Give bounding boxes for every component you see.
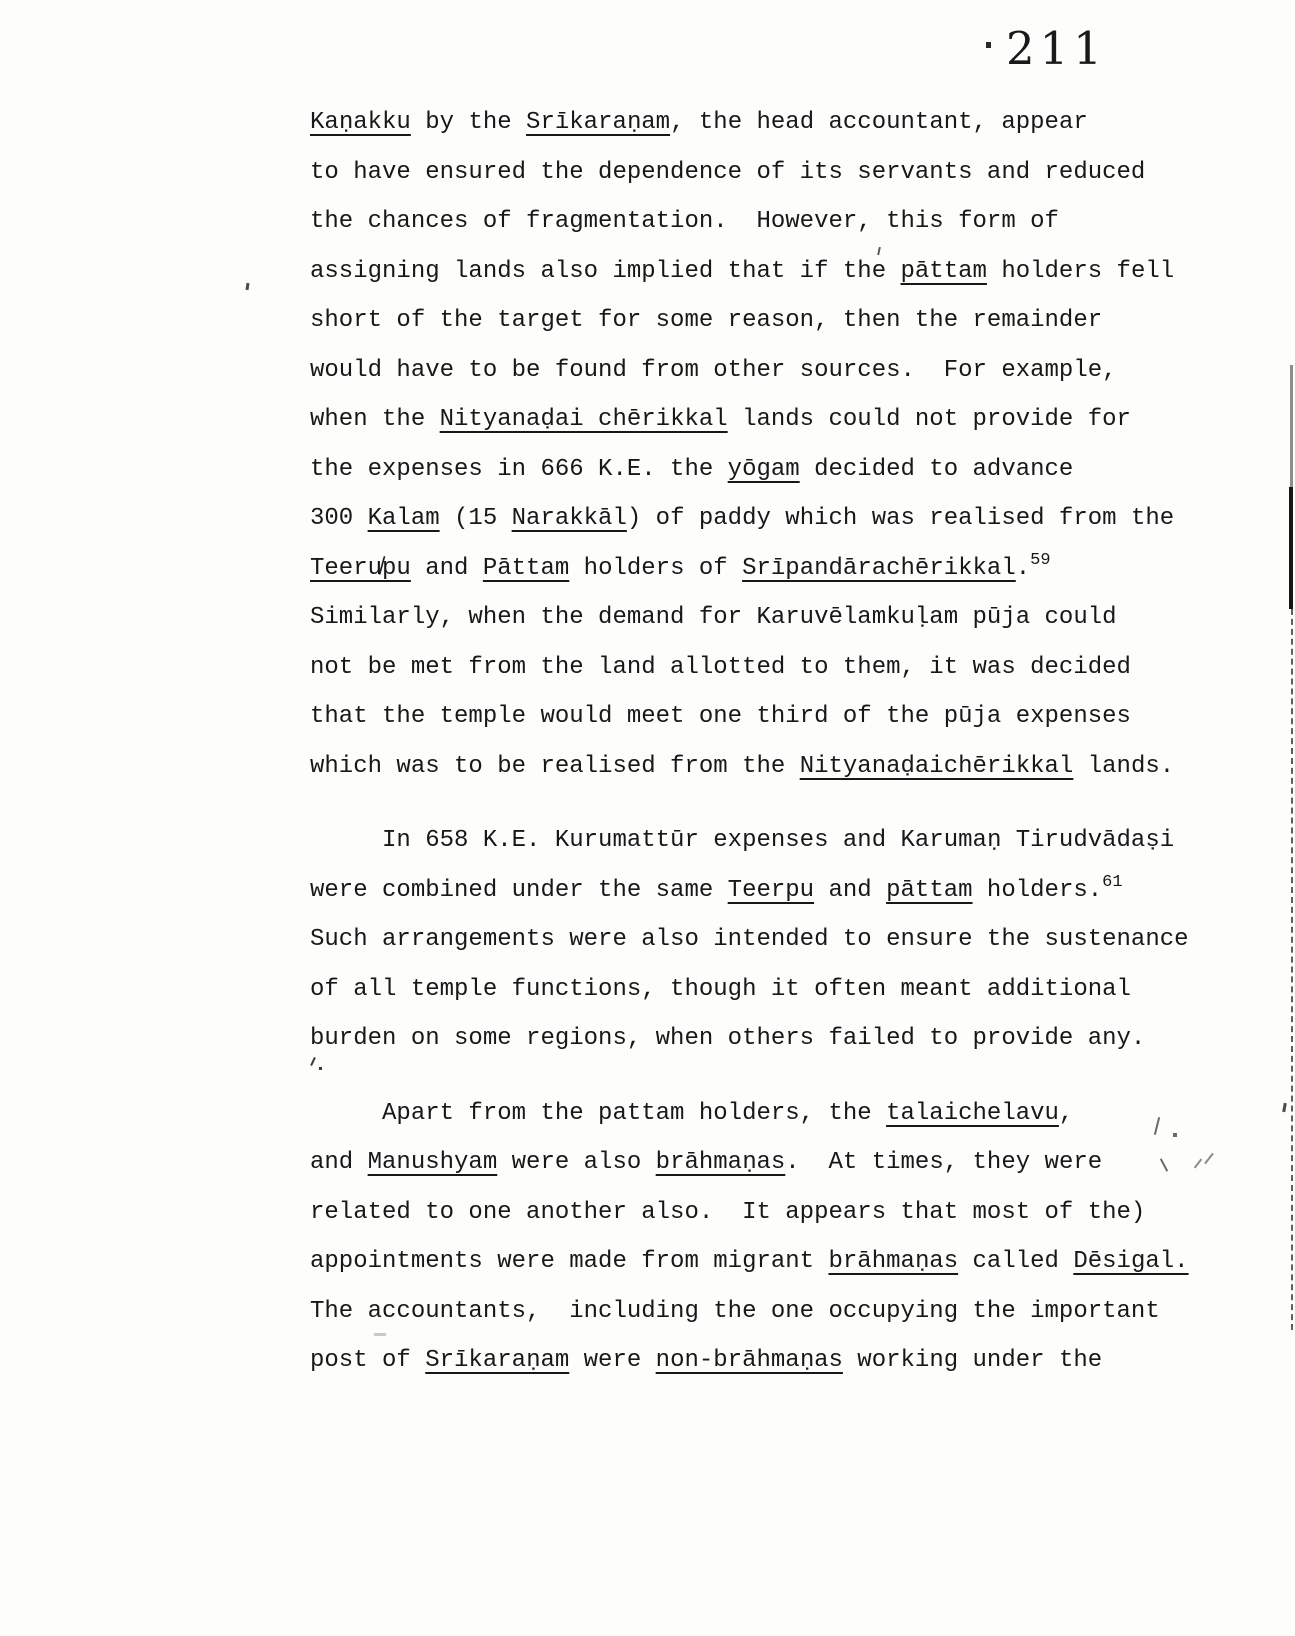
text-line <box>310 197 1210 247</box>
text-body <box>310 98 1210 1411</box>
paragraph <box>310 816 1210 1064</box>
text-segment: burden on some regions, when others failed to provide any. <box>310 1025 1146 1052</box>
footnote-ref: 59 <box>1030 550 1051 570</box>
text-segment: not be met from the land allotted to them, it was decided <box>310 653 1131 681</box>
text-segment: Similarly, when the demand for Karuvēlamkuḷam pūja could <box>310 604 1117 631</box>
pencil-dot-1 <box>1173 1133 1177 1137</box>
text-segment: . <box>1015 554 1031 582</box>
text-segment: and <box>410 554 483 582</box>
text-segment: and <box>310 1149 368 1176</box>
text-segment: In 658 K.E. Kurumattūr expenses and Karumaṇ Tirudvādaṣi <box>310 827 1175 854</box>
text-segment: post of <box>310 1347 426 1374</box>
text-segment: holders fell <box>986 257 1175 285</box>
text-line <box>310 816 1210 866</box>
text-segment: decided to advance <box>799 455 1074 483</box>
text-segment: were combined under the same <box>310 876 728 904</box>
underlined-term: Narakkāl <box>511 505 627 532</box>
text-line <box>310 148 1210 198</box>
text-segment: Such arrangements were also intended to ensure the sustenance <box>310 926 1189 953</box>
text-segment: holders of <box>569 554 743 582</box>
underlined-term: Srīkaraṇam <box>526 109 671 136</box>
underlined-term: Pāttam <box>482 554 570 582</box>
text-segment: were also <box>497 1149 656 1176</box>
text-line <box>310 544 1210 594</box>
underlined-term: talaichelavu <box>886 1099 1059 1127</box>
text-segment: . At times, they were <box>785 1149 1103 1176</box>
text-segment: the chances of fragmentation. However, this form of <box>310 208 1059 235</box>
right-margin-line-black <box>1289 487 1293 609</box>
underlined-term: brāhmaṇas <box>655 1149 786 1176</box>
underlined-term: Dēsigal. <box>1073 1248 1189 1275</box>
text-segment: , the head accountant, appear <box>670 109 1088 136</box>
text-line <box>310 742 1210 792</box>
text-segment: appointments were made from migrant <box>310 1248 829 1275</box>
underlined-term: Teerpu <box>727 876 815 904</box>
text-line <box>310 915 1210 965</box>
underlined-term: pāttam <box>900 257 987 285</box>
text-segment: (15 <box>439 505 512 532</box>
text-segment: working under the <box>842 1347 1103 1374</box>
faint-smudge <box>374 1333 386 1336</box>
text-segment: lands. <box>1073 752 1175 780</box>
text-line <box>310 1336 1210 1386</box>
text-segment: which was to be realised from the <box>310 752 800 780</box>
text-segment: were <box>569 1347 656 1374</box>
text-segment: and <box>814 876 887 904</box>
text-segment: ) of paddy which was realised from the <box>626 505 1175 532</box>
burden-accent-dot <box>319 1067 322 1070</box>
text-line <box>310 1138 1210 1188</box>
underlined-term: Nityanaḍai chērikkal <box>439 406 728 433</box>
right-margin-line-gray <box>1290 365 1293 487</box>
underlined-term: Kaṇakku <box>310 109 411 136</box>
underlined-term: Manushyam <box>367 1149 498 1176</box>
text-line <box>310 346 1210 396</box>
text-segment: to have ensured the dependence of its servants and reduced <box>310 158 1146 186</box>
underlined-term: brāhmaṇas <box>828 1248 959 1275</box>
text-line <box>310 1287 1210 1337</box>
text-line <box>310 395 1210 445</box>
underlined-term: Teeru̸pu <box>310 554 411 582</box>
text-segment: 300 <box>310 505 368 532</box>
text-line <box>310 98 1210 148</box>
right-comma-mark <box>1282 1103 1287 1112</box>
paragraph <box>310 98 1210 791</box>
underlined-term: non-brāhmaṇas <box>655 1347 843 1374</box>
text-segment: Apart from the pattam holders, the <box>310 1099 887 1127</box>
text-line <box>310 494 1210 544</box>
text-segment: assigning lands also implied that if the <box>310 257 901 285</box>
right-margin-line-faint <box>1291 609 1295 1330</box>
text-segment: The accountants, including the one occupying the important <box>310 1297 1160 1325</box>
text-line <box>310 1089 1210 1139</box>
left-margin-tick <box>246 283 250 290</box>
paragraph <box>310 1089 1210 1386</box>
text-line <box>310 1188 1210 1238</box>
text-line <box>310 247 1210 297</box>
underlined-term: Srīkaraṇam <box>425 1347 570 1374</box>
text-line <box>310 692 1210 742</box>
underlined-term: pāttam <box>886 876 973 904</box>
text-line <box>310 593 1210 643</box>
underlined-term: Nityanaḍaichērikkal <box>799 752 1074 780</box>
text-segment: lands could not provide for <box>727 406 1131 433</box>
text-segment: related to one another also. It appears that most of the) <box>310 1198 1146 1226</box>
text-segment: the expenses in 666 K.E. the <box>310 455 728 483</box>
text-line <box>310 965 1210 1015</box>
footnote-ref: 61 <box>1102 872 1123 892</box>
text-segment: that the temple would meet one third of the pūja expenses <box>310 703 1131 730</box>
text-line <box>310 445 1210 495</box>
text-line <box>310 643 1210 693</box>
text-line <box>310 866 1210 916</box>
text-segment: by the <box>410 109 527 136</box>
text-segment: when the <box>310 406 440 433</box>
text-segment: , <box>1058 1099 1074 1127</box>
page-number-dot <box>986 42 991 48</box>
page-number: 211 <box>1006 22 1107 75</box>
text-segment: short of the target for some reason, then the remainder <box>310 307 1103 334</box>
text-line <box>310 296 1210 346</box>
underlined-term: Srīpandārachērikkal <box>742 554 1016 582</box>
underlined-term: Kalam <box>367 505 440 532</box>
text-segment: holders. <box>972 876 1103 904</box>
underlined-term: yōgam <box>727 455 800 483</box>
text-segment: would have to be found from other sources. For example, <box>310 356 1117 384</box>
text-line <box>310 1237 1210 1287</box>
text-segment: of all temple functions, though it often meant additional <box>310 975 1131 1003</box>
text-line <box>310 1014 1210 1064</box>
text-segment: called <box>958 1248 1074 1275</box>
